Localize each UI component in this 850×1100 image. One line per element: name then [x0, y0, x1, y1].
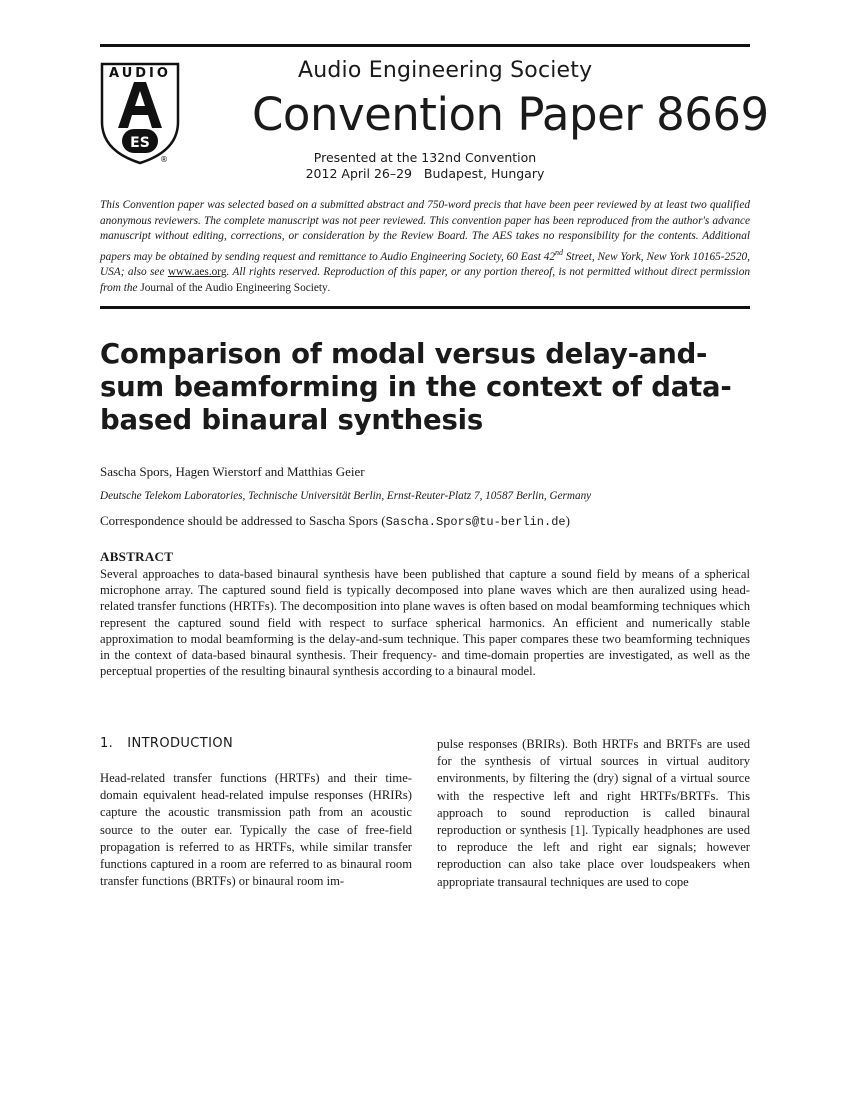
section-title: INTRODUCTION — [127, 736, 234, 751]
disclaimer-part: . — [327, 281, 331, 294]
correspondence-email[interactable]: Sascha.Spors@tu-berlin.de — [385, 515, 566, 529]
correspondence — [100, 513, 570, 529]
paper-number: 8669 — [656, 88, 769, 141]
section-heading-introduction — [100, 736, 233, 751]
society-name: Audio Engineering Society — [298, 58, 593, 83]
top-rule — [100, 44, 750, 47]
logo-bottom-text: ES — [130, 135, 150, 151]
correspondence-prefix: Correspondence should be addressed to Sascha Spors ( — [100, 513, 386, 528]
registered-mark: ® — [160, 155, 168, 164]
presented-line-1: Presented at the 132nd Convention — [313, 150, 537, 165]
disclaimer-sup: nd — [555, 247, 564, 257]
logo-top-text: AUDIO — [109, 66, 171, 81]
aes-website-link[interactable]: www.aes.org — [167, 266, 227, 279]
section-number: 1. — [100, 736, 114, 751]
intro-column-left: Head-related transfer functions (HRTFs) and their time-domain equivalent head-related impulse responses (HRIRs) capture the acoustic transmission path from an acoustic source to the outer ear. Typically the case of free-field propagation is referred to as HRTFs, while similar transfer functions captured in a room are referred to as binaural room transfer functions (BRTFs) or binaural room im- — [100, 771, 412, 889]
authors: Sascha Spors, Hagen Wierstorf and Matthias Geier — [100, 464, 365, 479]
abstract-heading: ABSTRACT — [100, 549, 174, 564]
paper-title: Comparison of modal versus delay-and-sum beamforming in the context of data-based binaural synthesis — [100, 338, 732, 436]
correspondence-suffix: ) — [565, 513, 570, 528]
presented-info — [300, 150, 550, 182]
journal-name: Journal of the Audio Engineering Society — [140, 281, 328, 294]
presented-line-2: 2012 April 26–29 Budapest, Hungary — [305, 166, 545, 181]
disclaimer-part: Street, New York, New York 10165-2520, USA; also see — [100, 250, 750, 279]
aes-logo — [100, 60, 180, 165]
convention-paper-title — [252, 88, 769, 141]
disclaimer-text — [100, 198, 750, 296]
affiliation: Deutsche Telekom Laboratories, Technische Universität Berlin, Ernst-Reuter-Platz 7, 10587 Berlin, Germany — [100, 490, 592, 502]
abstract-body: Several approaches to data-based binaural synthesis have been published that capture a sound field by means of a spherical microphone array. The captured sound field is typically decomposed into plane waves which are then auralized using head-related transfer functions (HRTFs). The decomposition into plane waves is often based on modal beamforming techniques which represent the captured sound field with respect to surface spherical harmonics. An efficient and numerically stable approximation to modal beamforming is the delay-and-sum technique. This paper compares these two beamforming techniques in the context of data-based binaural synthesis. Their frequency- and time-domain properties are investigated, as well as the perceptual properties of the resulting binaural synthesis according to a binaural model. — [100, 567, 750, 679]
paper-type: Convention Paper — [252, 88, 643, 141]
header-bottom-rule — [100, 306, 750, 309]
disclaimer-part: This Convention paper was selected based on a submitted abstract and 750-word precis that have been peer reviewed by at least two qualified anonymous reviewers. The complete manuscript was not peer reviewed. This convention paper has been reproduced from the author's advance manuscript without editing, corrections, or consideration by the Review Board. The AES takes no responsibility for the contents. Additional papers may be obtained by sending request and remittance to Audio Engineering Society, 60 East 42 — [100, 199, 750, 263]
intro-column-right: pulse responses (BRIRs). Both HRTFs and BRTFs are used for the synthesis of virtual sources in virtual auditory environments, by filtering the (dry) signal of a virtual source with the respective left and right HRTFs/BRTFs. This approach to sound reproduction is called binaural reproduction or synthesis [1]. Typically headphones are used to reproduce the left and right ear signals; however reproduction can also take place over loudspeakers when appropriate transaural techniques are used to cope — [437, 737, 750, 889]
disclaimer-part: . All rights reserved. Reproduction of this paper, or any portion thereof, is not permitted without direct permission from the — [100, 266, 750, 294]
